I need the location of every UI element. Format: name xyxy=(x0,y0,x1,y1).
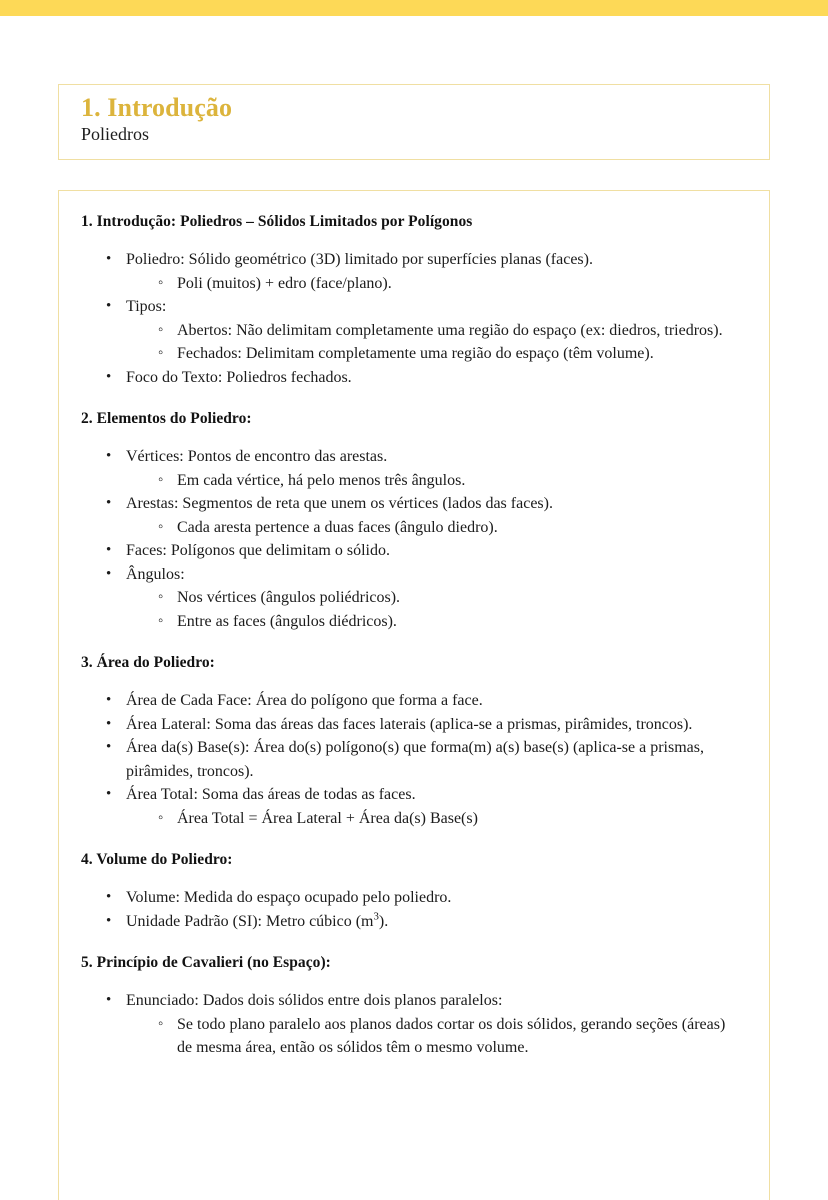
list-item-text: • Vértices: Pontos de encontro das arestas. xyxy=(126,445,743,469)
bullet-list xyxy=(81,248,743,389)
list-item xyxy=(106,295,743,366)
list-item xyxy=(106,563,743,634)
sections-container xyxy=(59,191,769,1060)
list-item-text: • Volume: Medida do espaço ocupado pelo poliedro. xyxy=(126,886,743,910)
sub-bullet-list xyxy=(126,516,743,540)
sub-list-item-text: ◦ Se todo plano paralelo aos planos dados cortar os dois sólidos, gerando seções (áreas) de mesma área, então os sólidos têm o mesmo volume. xyxy=(177,1013,743,1060)
list-item-text: • Área de Cada Face: Área do polígono que forma a face. xyxy=(126,689,743,713)
sub-list-item xyxy=(158,516,743,540)
content-section xyxy=(81,954,743,1060)
sub-list-item-text: ◦ Abertos: Não delimitam completamente uma região do espaço (ex: diedros, triedros). xyxy=(177,319,743,343)
top-accent-bar xyxy=(0,0,828,16)
content-section xyxy=(81,213,743,389)
list-item xyxy=(106,539,743,563)
section-heading: 4. Volume do Poliedro: xyxy=(81,851,233,869)
list-item xyxy=(106,366,743,390)
bullet-list xyxy=(81,689,743,830)
title-card-inner xyxy=(59,85,769,146)
sub-list-item xyxy=(158,342,743,366)
sub-list-item xyxy=(158,469,743,493)
sub-list-item xyxy=(158,586,743,610)
list-item-text: • Enunciado: Dados dois sólidos entre dois planos paralelos: xyxy=(126,989,743,1013)
page-title: 1. Introdução xyxy=(81,93,233,122)
list-item xyxy=(106,445,743,492)
list-item xyxy=(106,910,743,934)
list-item xyxy=(106,783,743,830)
list-item-text: • Ângulos: xyxy=(126,563,743,587)
list-item-text: • Tipos: xyxy=(126,295,743,319)
sub-list-item xyxy=(158,1013,743,1060)
list-item xyxy=(106,248,743,295)
list-item xyxy=(106,736,743,783)
sub-list-item xyxy=(158,319,743,343)
list-item xyxy=(106,689,743,713)
sub-list-item xyxy=(158,610,743,634)
section-heading: 3. Área do Poliedro: xyxy=(81,654,215,672)
sub-list-item-text: ◦ Entre as faces (ângulos diédricos). xyxy=(177,610,743,634)
bullet-list xyxy=(81,989,743,1060)
sub-bullet-list xyxy=(126,1013,743,1060)
list-item-text: • Faces: Polígonos que delimitam o sólido. xyxy=(126,539,743,563)
sub-list-item xyxy=(158,807,743,831)
title-card xyxy=(58,84,770,160)
sub-bullet-list xyxy=(126,272,743,296)
section-heading: 2. Elementos do Poliedro: xyxy=(81,410,252,428)
sub-list-item-text: ◦ Poli (muitos) + edro (face/plano). xyxy=(177,272,743,296)
sub-bullet-list xyxy=(126,319,743,366)
list-item-text: • Poliedro: Sólido geométrico (3D) limitado por superfícies planas (faces). xyxy=(126,248,743,272)
list-item xyxy=(106,886,743,910)
sub-list-item-text: ◦ Fechados: Delimitam completamente uma região do espaço (têm volume). xyxy=(177,342,743,366)
bullet-list xyxy=(81,445,743,633)
list-item xyxy=(106,989,743,1060)
list-item-text: • Foco do Texto: Poliedros fechados. xyxy=(126,366,743,390)
section-heading: 1. Introdução: Poliedros – Sólidos Limitados por Polígonos xyxy=(81,213,473,230)
document-page xyxy=(0,16,828,1171)
section-heading: 5. Princípio de Cavalieri (no Espaço): xyxy=(81,954,331,972)
sub-list-item-text: ◦ Cada aresta pertence a duas faces (ângulo diedro). xyxy=(177,516,743,540)
list-item-text: • Unidade Padrão (SI): Metro cúbico $(m^3)$. xyxy=(126,910,743,934)
sub-list-item-text: ◦ Em cada vértice, há pelo menos três ângulos. xyxy=(177,469,743,493)
sub-list-item-text: ◦ Nos vértices (ângulos poliédricos). xyxy=(177,586,743,610)
list-item-text: • Área Lateral: Soma das áreas das faces laterais (aplica-se a prismas, pirâmides, troncos). xyxy=(126,713,743,737)
sub-bullet-list xyxy=(126,469,743,493)
sub-bullet-list xyxy=(126,586,743,633)
sub-bullet-list xyxy=(126,807,743,831)
sub-list-item xyxy=(158,272,743,296)
sub-list-item-text: ◦ Área Total = Área Lateral + Área da(s) Base(s) xyxy=(177,807,743,831)
bullet-list xyxy=(81,886,743,933)
content-section xyxy=(81,654,743,830)
content-section xyxy=(81,410,743,633)
content-card xyxy=(58,190,770,1200)
page-subtitle: Poliedros xyxy=(81,124,150,145)
list-item xyxy=(106,713,743,737)
list-item-text: • Arestas: Segmentos de reta que unem os vértices (lados das faces). xyxy=(126,492,743,516)
content-section xyxy=(81,851,743,933)
list-item-text: • Área da(s) Base(s): Área do(s) polígono(s) que forma(m) a(s) base(s) (aplica-se a prismas, pirâmides, troncos). xyxy=(126,736,743,783)
list-item xyxy=(106,492,743,539)
list-item-text: • Área Total: Soma das áreas de todas as faces. xyxy=(126,783,743,807)
